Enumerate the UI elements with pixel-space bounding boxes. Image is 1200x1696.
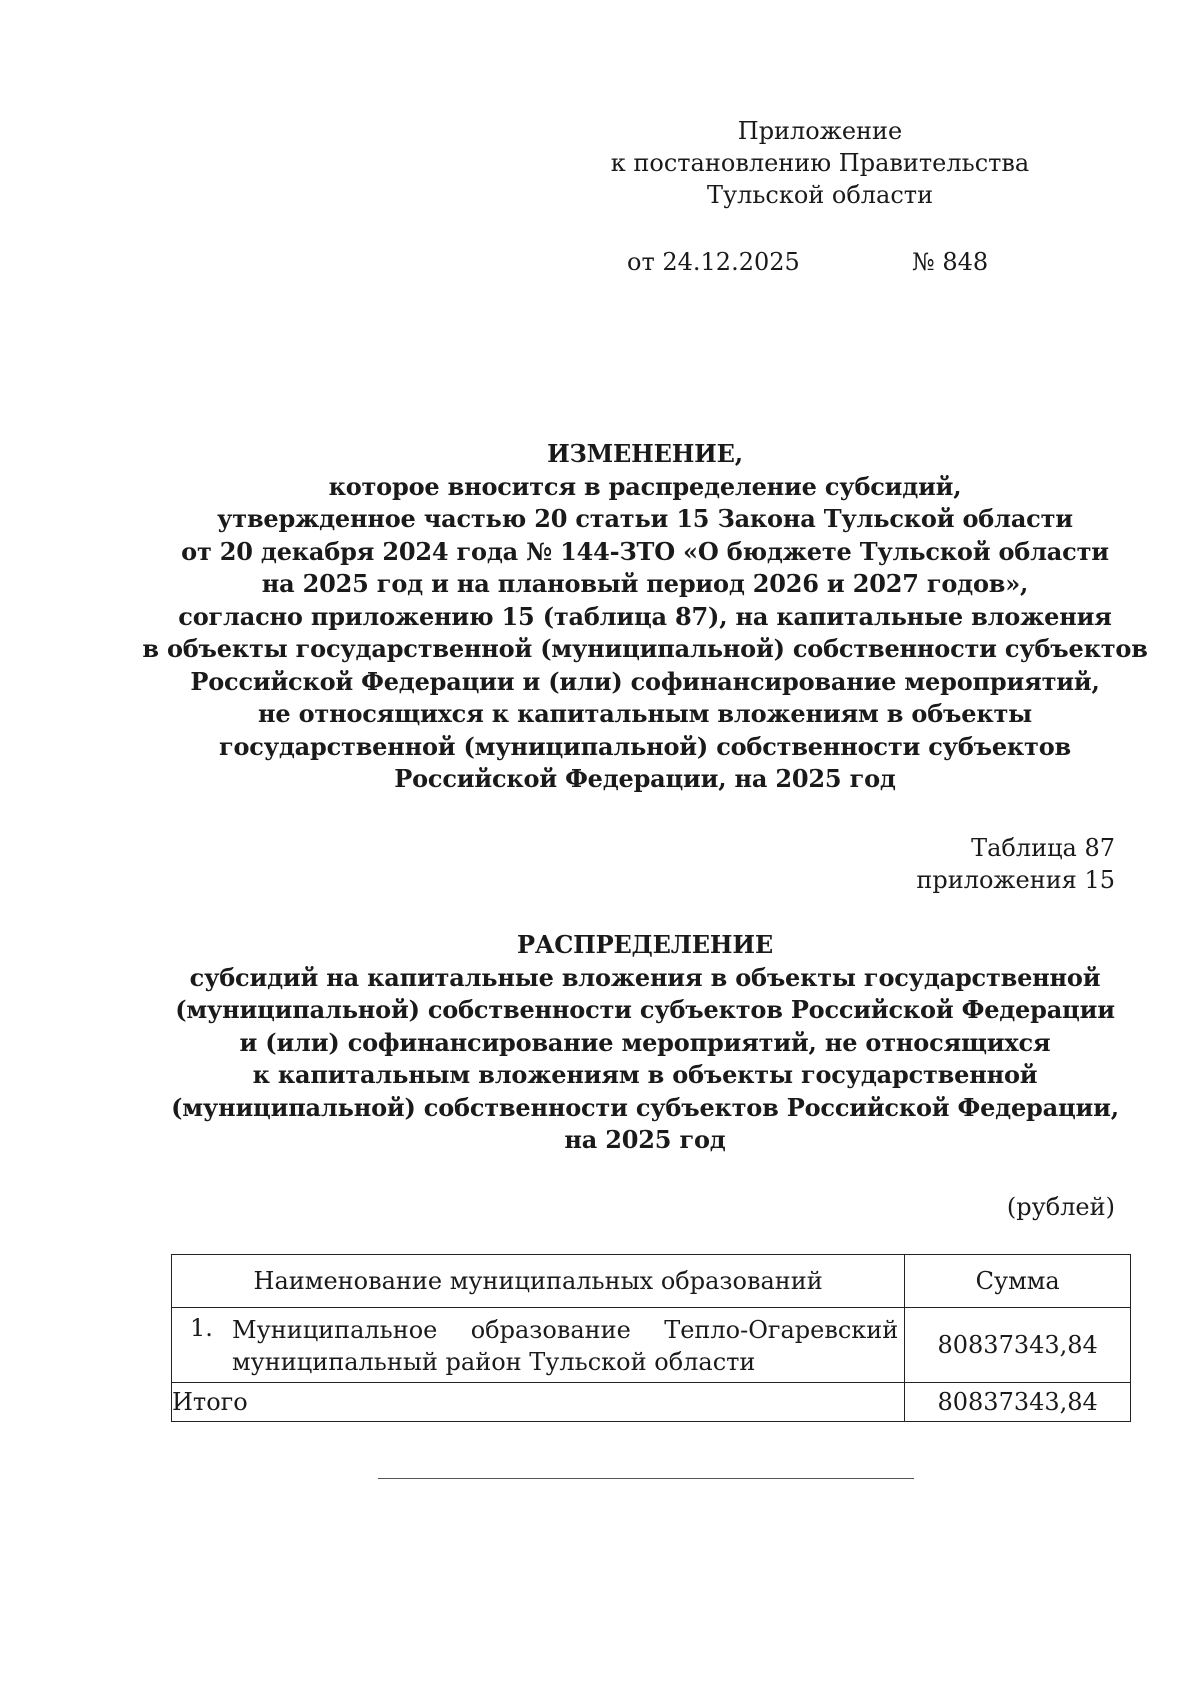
- title-line: субсидий на капитальные вложения в объекты государственной: [189, 962, 1101, 992]
- footer-divider: [378, 1478, 914, 1479]
- total-row: [172, 1383, 1131, 1422]
- title-line: согласно приложению 15 (таблица 87), на капитальные вложения: [178, 601, 1112, 631]
- change-title: [120, 438, 1170, 796]
- row-name-word: образование: [470, 1316, 631, 1344]
- table-header-row: [172, 1255, 1131, 1308]
- appendix-line: Тульской области: [706, 181, 934, 209]
- header-sum: Сумма: [905, 1255, 1131, 1308]
- title-line: на 2025 год: [564, 1125, 726, 1154]
- title-line: к капитальным вложениям в объекты государственной: [252, 1060, 1038, 1089]
- title-line: Российской Федерации и (или) софинансирование мероприятий,: [190, 666, 1100, 696]
- title-line: в объекты государственной (муниципальной) собственности субъектов: [142, 634, 1148, 663]
- title-line: Российской Федерации, на 2025 год: [394, 764, 896, 793]
- table-row: [172, 1308, 1131, 1383]
- appendix-line: к постановлению Правительства: [610, 149, 1030, 177]
- title-line: (муниципальной) собственности субъектов Российской Федерации: [175, 995, 1115, 1024]
- appendix-line: Приложение: [737, 117, 903, 145]
- row-sum: 80837343,84: [905, 1308, 1131, 1383]
- appendix-header: [560, 115, 1080, 211]
- title-line: утвержденное частью 20 статьи 15 Закона Тульской области: [217, 504, 1073, 533]
- row-name: [232, 1308, 898, 1382]
- resolution-number: № 848: [912, 248, 989, 276]
- title-line: на 2025 год и на плановый период 2026 и 2027 годов»,: [261, 569, 1029, 598]
- title-line: ИЗМЕНЕНИЕ,: [547, 439, 743, 468]
- row-name-word: Муниципальное: [232, 1316, 438, 1344]
- total-label: Итого: [172, 1383, 905, 1422]
- distribution-table: [171, 1254, 1131, 1422]
- title-line: и (или) софинансирование мероприятий, не относящихся: [239, 1027, 1051, 1057]
- units-label: (рублей): [1006, 1193, 1115, 1221]
- row-name-word: Тепло-Огаревский: [664, 1316, 899, 1344]
- table-reference-line: Таблица 87: [971, 834, 1115, 862]
- row-name-line2: муниципальный район Тульской области: [232, 1348, 756, 1376]
- title-line: которое вносится в распределение субсидий,: [328, 471, 962, 501]
- title-line: от 20 декабря 2024 года № 144-ЗТО «О бюджете Тульской области: [181, 536, 1109, 566]
- header-name: Наименование муниципальных образований: [172, 1255, 905, 1308]
- total-sum: 80837343,84: [905, 1383, 1131, 1422]
- distribution-title: [120, 929, 1170, 1157]
- row-name-cell: [172, 1308, 905, 1383]
- title-line: государственной (муниципальной) собственности субъектов: [218, 731, 1072, 761]
- title-line: не относящихся к капитальным вложениям в объекты: [258, 699, 1032, 728]
- table-reference: [916, 832, 1115, 896]
- row-number: 1.: [190, 1314, 213, 1342]
- title-line: (муниципальной) собственности субъектов Российской Федерации,: [171, 1092, 1119, 1122]
- table-reference-line: приложения 15: [916, 866, 1115, 894]
- resolution-date: от 24.12.2025: [627, 248, 800, 276]
- title-line: РАСПРЕДЕЛЕНИЕ: [517, 930, 773, 959]
